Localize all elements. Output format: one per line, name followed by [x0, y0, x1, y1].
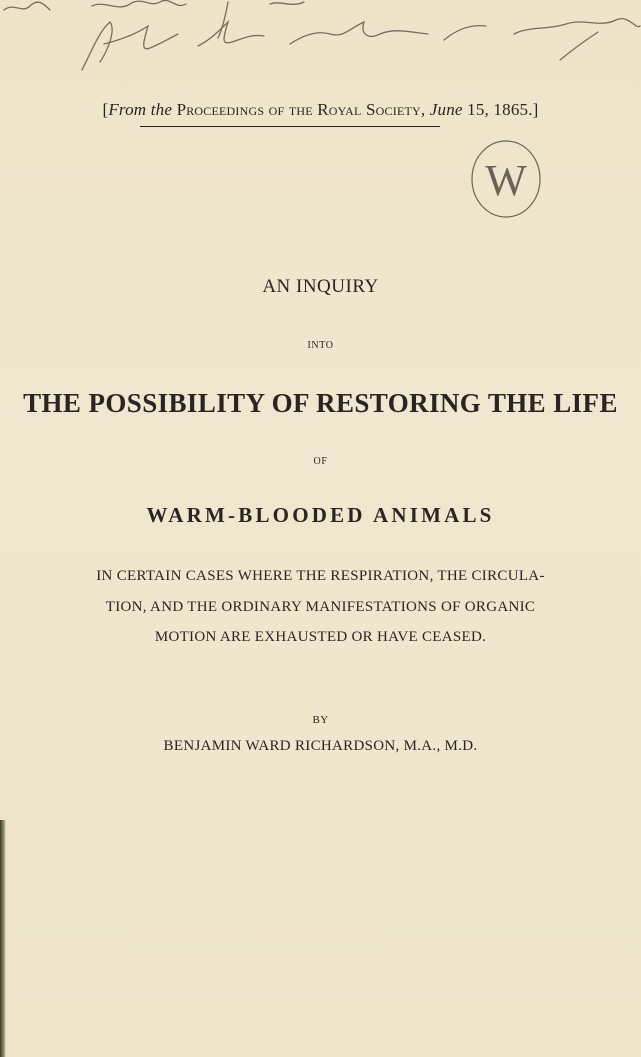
- title-line-4: OF: [313, 456, 328, 467]
- bracket-close: ]: [532, 100, 539, 119]
- author-name: BENJAMIN WARD RICHARDSON, M.A., M.D.: [163, 738, 478, 754]
- bracket-open: [: [102, 100, 109, 119]
- source-citation: [0, 100, 641, 120]
- title-line-2: INTO: [307, 340, 334, 351]
- header-rule: [140, 126, 440, 127]
- byline-by: BY: [312, 714, 329, 726]
- handwritten-inscription: [0, 0, 641, 80]
- title-line-1: AN INQUIRY: [262, 276, 379, 297]
- citation-from: From: [108, 100, 147, 119]
- library-stamp: [468, 137, 544, 221]
- subtitle-line-1: IN CERTAIN CASES WHERE THE RESPIRATION, THE CIRCULA-: [96, 568, 545, 584]
- page-edge: [0, 820, 6, 1057]
- stamp-text: W: [485, 156, 527, 205]
- citation-the: the: [146, 100, 177, 119]
- citation-month: June: [425, 100, 463, 119]
- citation-publication: Proceedings of the Royal Society,: [176, 100, 426, 119]
- subtitle-line-2: TION, AND THE ORDINARY MANIFESTATIONS OF ORGANIC: [105, 599, 536, 615]
- subtitle-line-3: MOTION ARE EXHAUSTED OR HAVE CEASED.: [154, 629, 487, 645]
- citation-date: 15, 1865.: [462, 100, 533, 119]
- title-line-5: WARM-BLOODED ANIMALS: [146, 503, 495, 527]
- title-line-3: THE POSSIBILITY OF RESTORING THE LIFE: [23, 388, 618, 418]
